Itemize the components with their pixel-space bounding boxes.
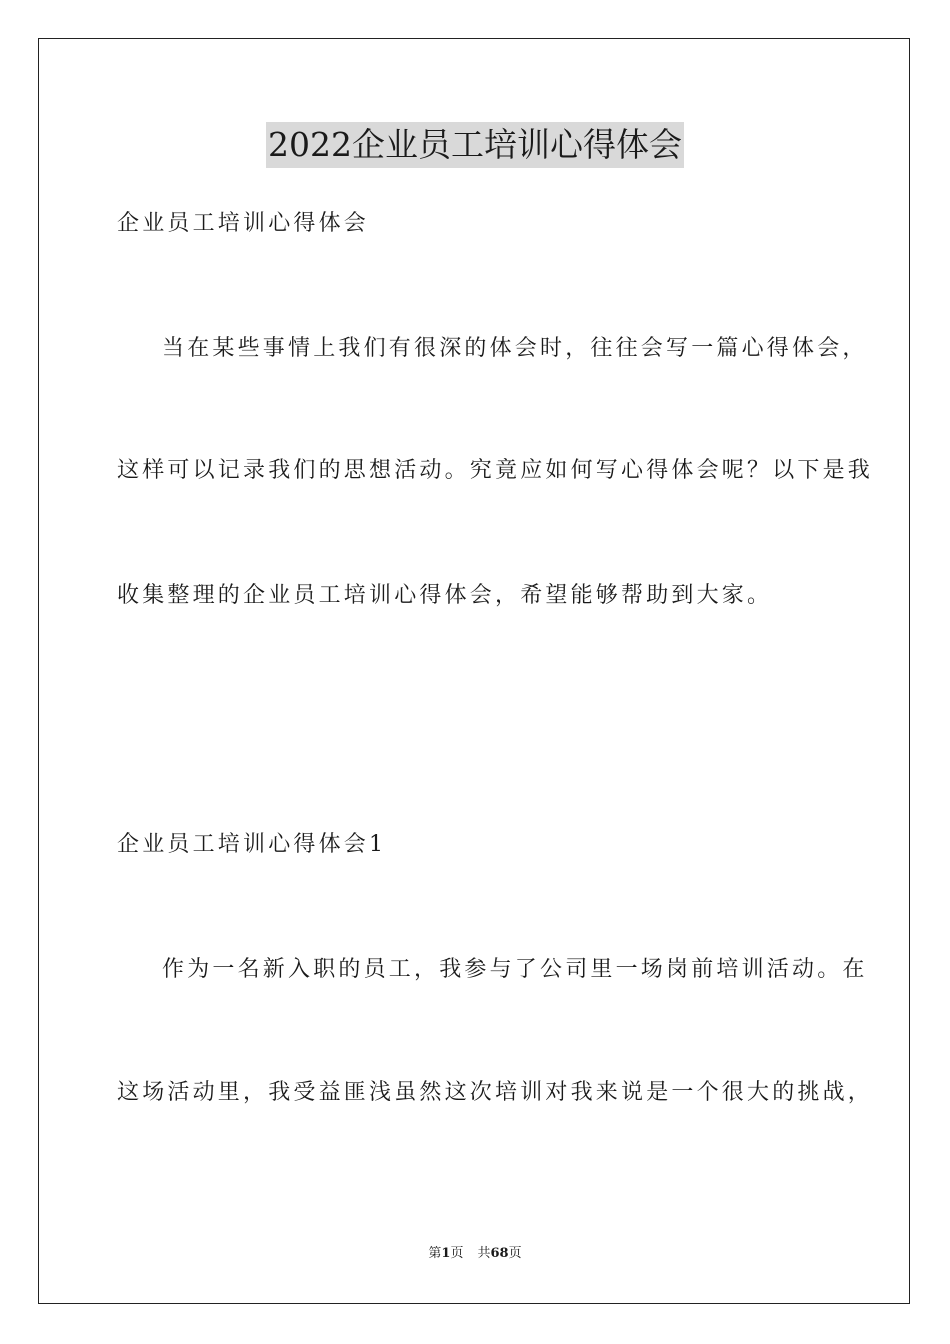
- document-title: 2022企业员工培训心得体会: [266, 122, 684, 168]
- document-subtitle: 企业员工培训心得体会: [117, 211, 370, 236]
- section-paragraph-line-1: 作为一名新入职的员工，我参与了公司里一场岗前培训活动。在: [162, 957, 868, 982]
- footer-page-number: 1: [441, 1246, 451, 1261]
- page-footer: [0, 1245, 950, 1263]
- title-container: [0, 122, 950, 168]
- footer-page-prefix: 第: [428, 1246, 442, 1261]
- intro-paragraph-line-2: 这样可以记录我们的思想活动。究竟应如何写心得体会呢？以下是我: [117, 458, 874, 483]
- footer-total-pages: 68: [490, 1246, 509, 1261]
- footer-total-prefix: 共: [477, 1246, 491, 1261]
- footer-page-suffix: 页: [450, 1246, 464, 1261]
- intro-paragraph-line-3: 收集整理的企业员工培训心得体会，希望能够帮助到大家。: [117, 583, 773, 608]
- intro-paragraph-line-1: 当在某些事情上我们有很深的体会时，往往会写一篇心得体会，: [162, 336, 868, 361]
- footer-total-suffix: 页: [508, 1246, 522, 1261]
- section-heading: 企业员工培训心得体会1: [117, 832, 387, 857]
- section-paragraph-line-2: 这场活动里，我受益匪浅虽然这次培训对我来说是一个很大的挑战，: [117, 1080, 874, 1105]
